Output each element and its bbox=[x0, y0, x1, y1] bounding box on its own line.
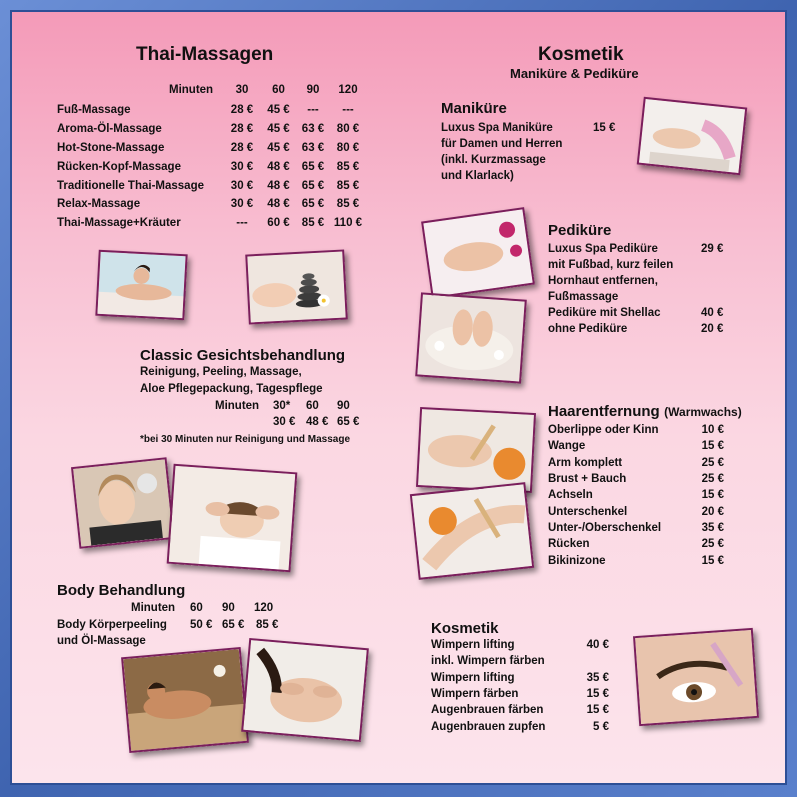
thai-header-120: 120 bbox=[338, 84, 358, 97]
hair-item-price: 25 € bbox=[701, 473, 724, 486]
thai-row-price: 65 € bbox=[301, 160, 325, 173]
hair-removal-list bbox=[548, 422, 724, 569]
pedikuere-line-2: mit Fußbad, kurz feilen bbox=[548, 259, 674, 271]
thai-row-price: 85 € bbox=[336, 198, 360, 211]
thai-massage-photo-1 bbox=[95, 250, 187, 321]
body-min-60: 60 bbox=[190, 602, 203, 614]
body-photo-2 bbox=[241, 638, 369, 742]
kosmetik2-item-price bbox=[579, 653, 609, 669]
thai-row-price: 48 € bbox=[267, 179, 290, 192]
hair-item-name: Rücken bbox=[548, 538, 590, 551]
thai-row bbox=[57, 139, 365, 158]
thai-row-price: 85 € bbox=[336, 160, 360, 173]
hair-item bbox=[548, 471, 724, 487]
hair-removal-heading bbox=[548, 403, 742, 421]
kosmetik2-item-name: Augenbrauen zupfen bbox=[431, 720, 546, 733]
thai-row-name: Hot-Stone-Massage bbox=[57, 141, 165, 154]
kosmetik2-item bbox=[431, 718, 609, 734]
kosmetik2-item bbox=[431, 702, 609, 718]
thai-row-price: 80 € bbox=[336, 141, 360, 154]
hair-item bbox=[548, 503, 724, 519]
kosmetik2-list bbox=[431, 637, 609, 735]
kosmetik2-item-price: 5 € bbox=[593, 720, 609, 733]
thai-row-price: 48 € bbox=[267, 160, 290, 173]
face-price-90: 65 € bbox=[337, 416, 360, 428]
face-minuten: Minuten bbox=[215, 400, 260, 412]
thai-row-price: 110 € bbox=[333, 217, 363, 230]
thai-row-price: 28 € bbox=[230, 104, 254, 117]
hair-item bbox=[548, 422, 724, 438]
hair-item-price: 10 € bbox=[701, 424, 724, 437]
pedicure-photo-2 bbox=[415, 292, 527, 383]
kosmetik2-item-name: Wimpern lifting bbox=[431, 639, 515, 652]
thai-row bbox=[57, 195, 365, 214]
body-line-1: Body Körperpeeling bbox=[57, 619, 167, 631]
hair-item-name: Unterschenkel bbox=[548, 505, 628, 518]
pedikuere-extra-2-name: ohne Pediküre bbox=[548, 323, 628, 335]
face-min-30: 30* bbox=[273, 400, 291, 412]
thai-row-price: 45 € bbox=[267, 123, 290, 136]
manikuere-title: Maniküre bbox=[441, 100, 507, 117]
body-price-60: 50 € bbox=[190, 619, 213, 631]
pedikuere-price: 29 € bbox=[701, 243, 724, 255]
body-min-120: 120 bbox=[254, 602, 274, 614]
hair-item-price: 15 € bbox=[701, 554, 724, 567]
face-desc-1: Reinigung, Peeling, Massage, bbox=[140, 366, 302, 378]
hair-removal-suffix: (Warmwachs) bbox=[664, 405, 742, 419]
thai-title: Thai-Massagen bbox=[136, 44, 274, 65]
thai-price-table bbox=[57, 81, 365, 100]
manikuere-line-1: Luxus Spa Maniküre bbox=[441, 122, 553, 134]
thai-row-price: 63 € bbox=[301, 123, 325, 136]
kosmetik2-title: Kosmetik bbox=[431, 620, 499, 637]
thai-row-name: Thai-Massage+Kräuter bbox=[57, 217, 181, 230]
thai-header-30: 30 bbox=[235, 84, 249, 97]
thai-row-price: 65 € bbox=[301, 179, 325, 192]
body-min-90: 90 bbox=[222, 602, 235, 614]
kosmetik2-item bbox=[431, 686, 609, 702]
body-minuten: Minuten bbox=[131, 602, 176, 614]
manikuere-price: 15 € bbox=[593, 122, 616, 134]
kosmetik2-item-price: 15 € bbox=[586, 688, 609, 701]
kosmetik2-item-name: Wimpern lifting bbox=[431, 671, 515, 684]
thai-row-name: Rücken-Kopf-Massage bbox=[57, 160, 181, 173]
kosmetik2-item bbox=[431, 653, 609, 669]
thai-row-price: 30 € bbox=[230, 160, 254, 173]
hair-item-price: 15 € bbox=[701, 489, 724, 502]
pedikuere-line-1: Luxus Spa Pediküre bbox=[548, 243, 658, 255]
hair-item-price: 35 € bbox=[701, 521, 724, 534]
thai-row-price: 30 € bbox=[230, 179, 254, 192]
kosmetik2-item-price: 40 € bbox=[586, 639, 609, 652]
kosmetik-subtitle: Maniküre & Pediküre bbox=[510, 66, 639, 81]
thai-row-name: Traditionelle Thai-Massage bbox=[57, 179, 204, 192]
thai-row-price: 63 € bbox=[301, 141, 325, 154]
hair-item-price: 20 € bbox=[701, 505, 724, 518]
kosmetik2-item-price: 35 € bbox=[586, 671, 609, 684]
thai-row-name: Fuß-Massage bbox=[57, 104, 131, 117]
thai-row-price: --- bbox=[342, 104, 354, 117]
thai-header-row bbox=[57, 81, 365, 100]
hair-item bbox=[548, 552, 724, 568]
pedicure-photo-1 bbox=[421, 207, 535, 299]
facial-photo-1 bbox=[71, 457, 175, 549]
thai-row-price: 45 € bbox=[267, 104, 290, 117]
manicure-photo bbox=[637, 97, 748, 175]
hair-removal-title: Haarentfernung bbox=[548, 403, 660, 420]
thai-header-90: 90 bbox=[306, 84, 320, 97]
hair-item-name: Wange bbox=[548, 440, 586, 453]
thai-row-price: 30 € bbox=[230, 198, 254, 211]
thai-rows bbox=[57, 101, 365, 233]
thai-row-price: 60 € bbox=[267, 217, 290, 230]
kosmetik2-item-price: 15 € bbox=[586, 704, 609, 717]
hair-item-name: Bikinizone bbox=[548, 554, 606, 567]
manikuere-line-4: und Klarlack) bbox=[441, 170, 514, 182]
hot-stone-photo bbox=[245, 249, 348, 324]
thai-row-price: 28 € bbox=[230, 123, 254, 136]
pedikuere-line-4: Fußmassage bbox=[548, 291, 619, 303]
hair-item bbox=[548, 536, 724, 552]
hair-item-name: Oberlippe oder Kinn bbox=[548, 424, 659, 437]
hair-item-name: Achseln bbox=[548, 489, 593, 502]
thai-row-price: 48 € bbox=[267, 198, 290, 211]
hair-item bbox=[548, 455, 724, 471]
body-title: Body Behandlung bbox=[57, 582, 186, 599]
thai-row bbox=[57, 176, 365, 195]
thai-row-name: Aroma-Öl-Massage bbox=[57, 123, 162, 136]
thai-row-price: --- bbox=[236, 217, 248, 230]
thai-row-price: 85 € bbox=[336, 179, 360, 192]
thai-row-name: Relax-Massage bbox=[57, 198, 141, 211]
hair-item-price: 25 € bbox=[701, 456, 724, 469]
face-price-30: 30 € bbox=[273, 416, 296, 428]
thai-header-minuten: Minuten bbox=[169, 84, 214, 97]
face-min-60: 60 bbox=[306, 400, 319, 412]
facial-photo-2 bbox=[167, 464, 298, 572]
manikuere-line-3: (inkl. Kurzmassage bbox=[441, 154, 546, 166]
thai-row-price: 80 € bbox=[336, 123, 360, 136]
pedikuere-extra-1-price: 40 € bbox=[701, 307, 724, 319]
thai-row-price: --- bbox=[307, 104, 319, 117]
kosmetik2-item bbox=[431, 637, 609, 653]
hair-item-name: Arm komplett bbox=[548, 456, 623, 469]
pedikuere-extra-1-name: Pediküre mit Shellac bbox=[548, 307, 661, 319]
thai-row-price: 45 € bbox=[267, 141, 290, 154]
thai-row bbox=[57, 157, 365, 176]
thai-row-price: 85 € bbox=[301, 217, 325, 230]
hair-item-name: Unter-/Oberschenkel bbox=[548, 521, 662, 534]
manikuere-line-2: für Damen und Herren bbox=[441, 138, 563, 150]
kosmetik2-item bbox=[431, 670, 609, 686]
thai-row-price: 65 € bbox=[301, 198, 325, 211]
kosmetik2-item-name: Augenbrauen färben bbox=[431, 704, 544, 717]
kosmetik-title: Kosmetik bbox=[538, 44, 624, 65]
body-price-90: 65 € bbox=[222, 619, 245, 631]
waxing-photo-1 bbox=[416, 407, 536, 493]
pedikuere-title: Pediküre bbox=[548, 222, 612, 239]
thai-row bbox=[57, 120, 365, 139]
face-min-90: 90 bbox=[337, 400, 350, 412]
hair-item-name: Brust + Bauch bbox=[548, 473, 627, 486]
pedikuere-extra-2-price: 20 € bbox=[701, 323, 724, 335]
hair-item bbox=[548, 520, 724, 536]
hair-item-price: 15 € bbox=[701, 440, 724, 453]
body-price-120: 85 € bbox=[256, 619, 279, 631]
brow-photo bbox=[633, 628, 759, 726]
body-photo-1 bbox=[121, 647, 249, 753]
hair-item-price: 25 € bbox=[701, 538, 724, 551]
body-line-2: und Öl-Massage bbox=[57, 635, 146, 647]
waxing-photo-2 bbox=[410, 482, 534, 580]
kosmetik2-item-name: Wimpern färben bbox=[431, 688, 519, 701]
thai-row bbox=[57, 214, 365, 233]
kosmetik2-item-name: inkl. Wimpern färben bbox=[431, 655, 545, 668]
hair-item bbox=[548, 487, 724, 503]
thai-row-price: 28 € bbox=[230, 141, 254, 154]
face-price-60: 48 € bbox=[306, 416, 329, 428]
pedikuere-line-3: Hornhaut entfernen, bbox=[548, 275, 658, 287]
face-treatment-title: Classic Gesichtsbehandlung bbox=[140, 347, 346, 364]
thai-header-60: 60 bbox=[272, 84, 285, 97]
face-note: *bei 30 Minuten nur Reinigung und Massage bbox=[140, 434, 351, 445]
thai-row bbox=[57, 101, 365, 120]
face-desc-2: Aloe Pflegepackung, Tagespflege bbox=[140, 383, 323, 395]
hair-item bbox=[548, 438, 724, 454]
